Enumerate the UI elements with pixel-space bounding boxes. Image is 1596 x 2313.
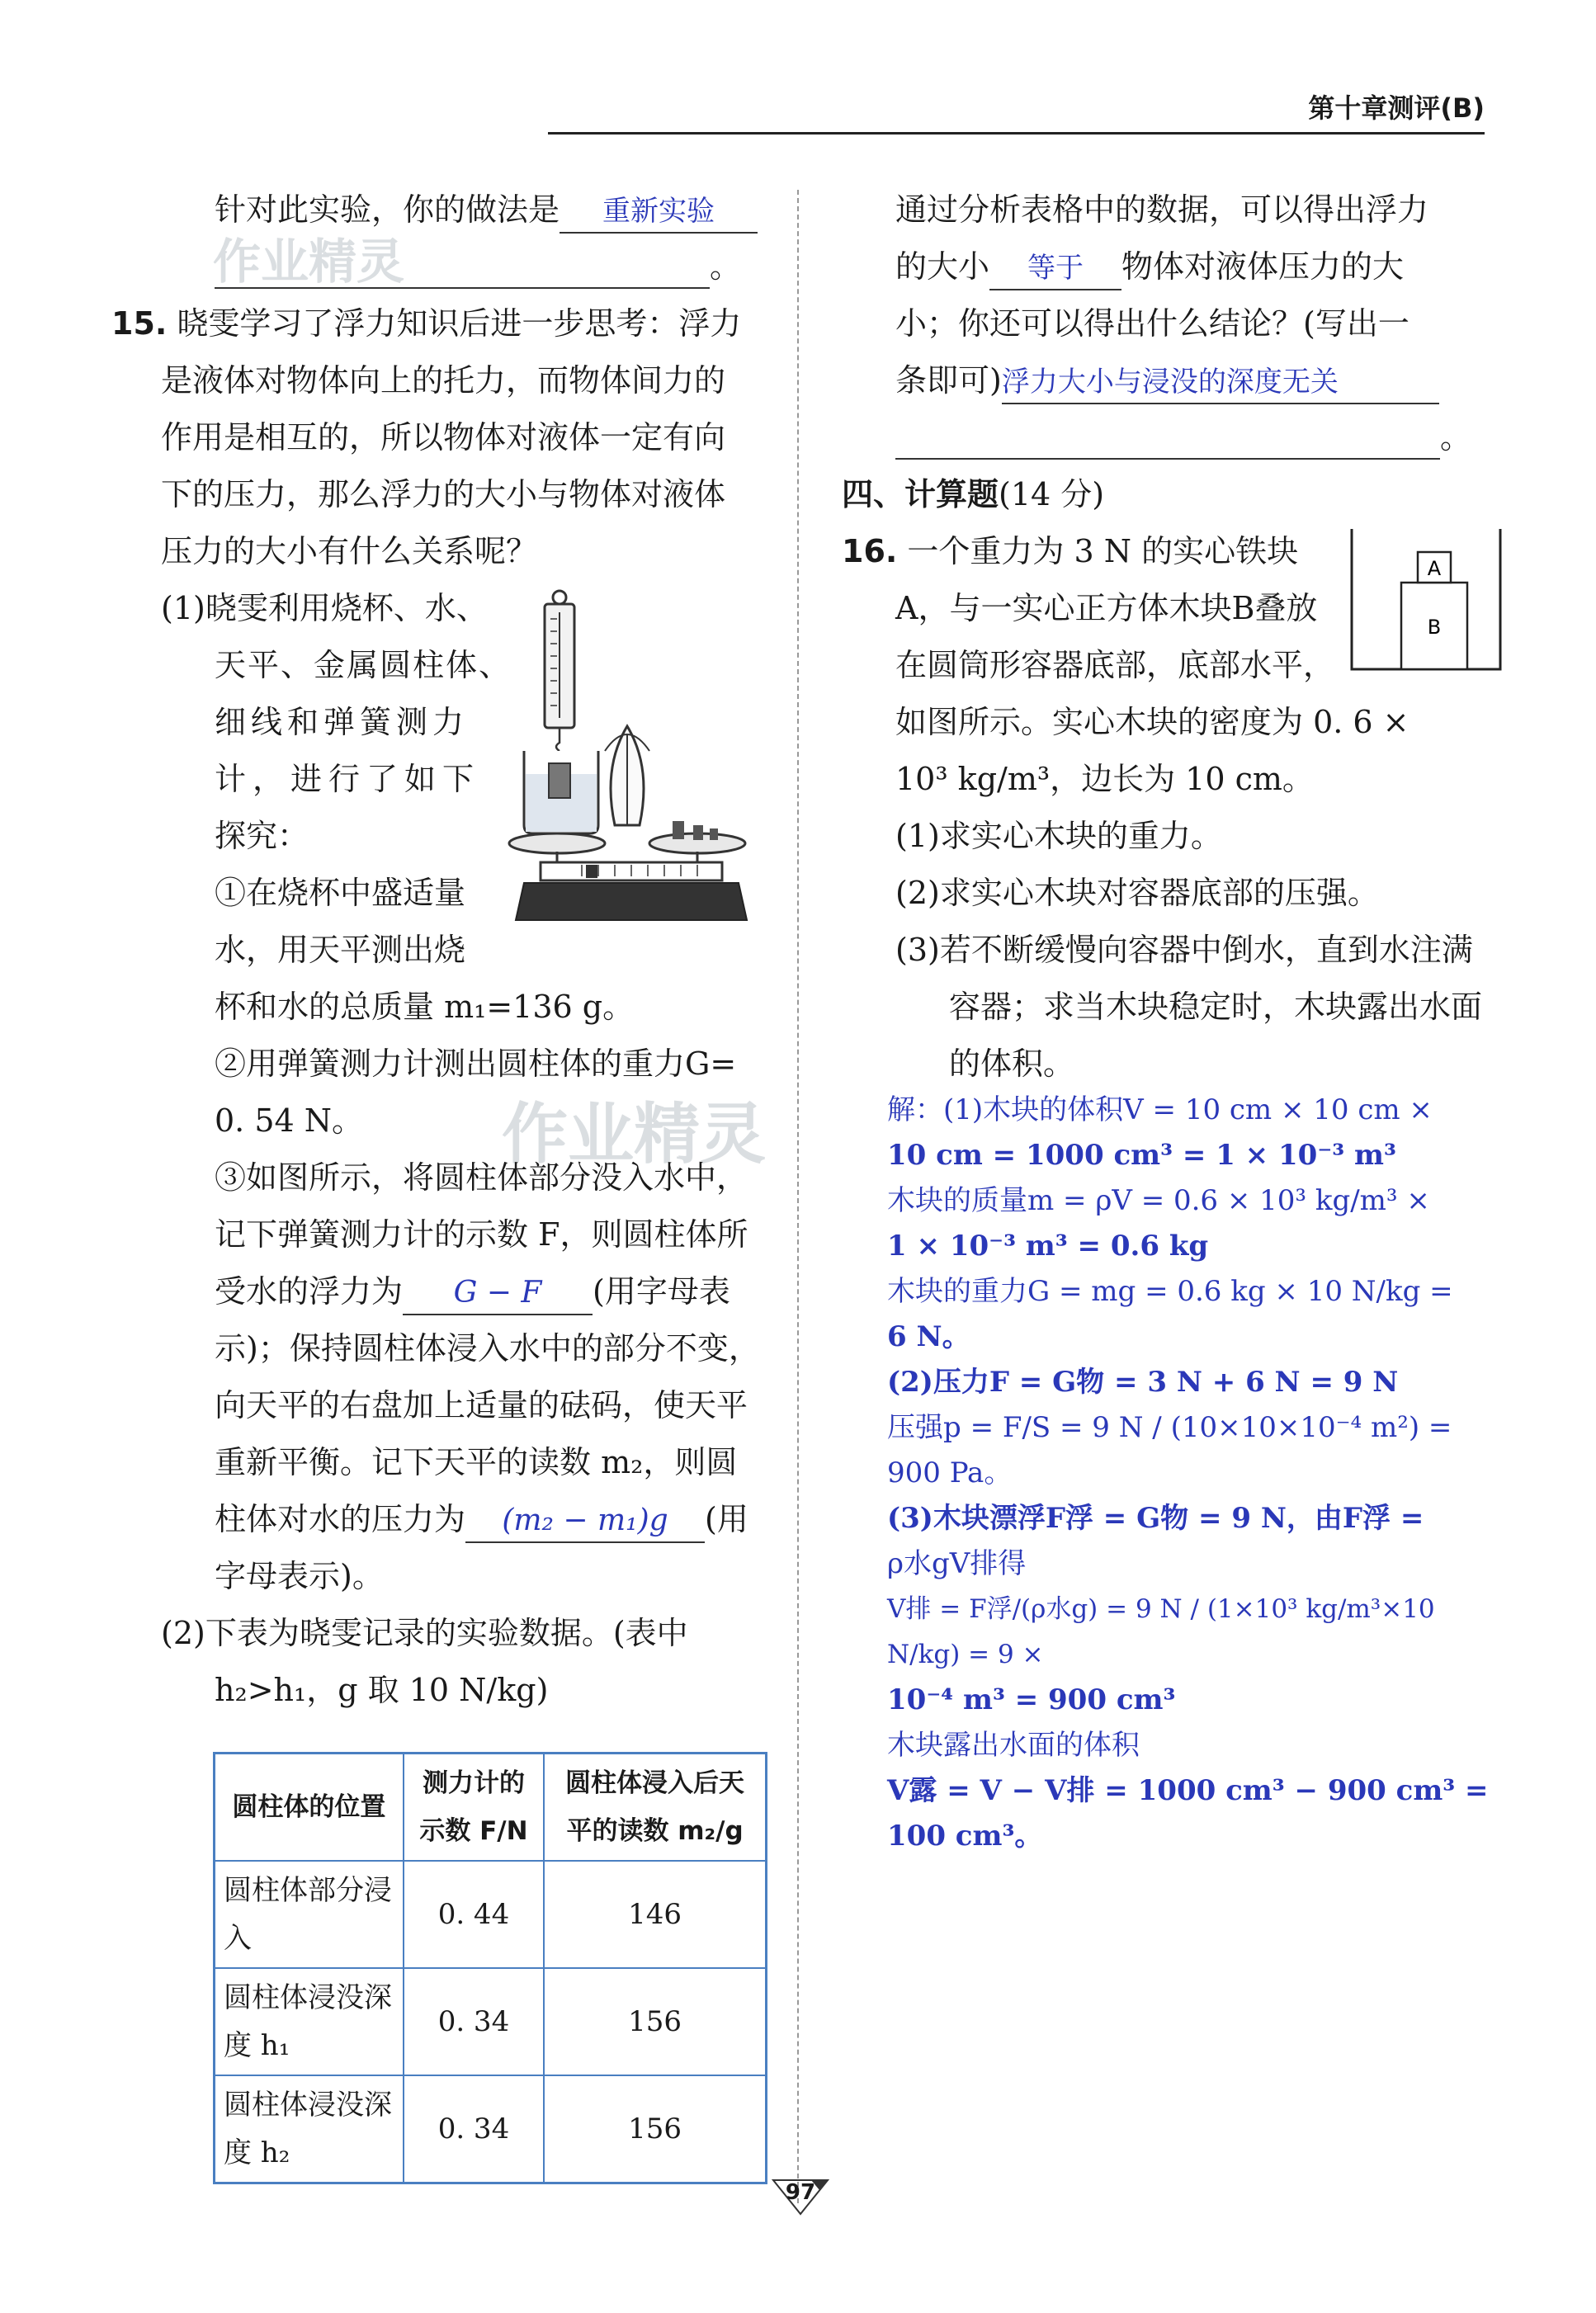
part-text: ①在烧杯中盛适量 (215, 875, 466, 911)
step-text: 字母表示)。 (215, 1558, 384, 1594)
table-header-row (215, 1754, 767, 1862)
table-cell: 156 (544, 1968, 766, 2075)
question-15-line (111, 295, 772, 352)
solution-line: 6 N。 (887, 1320, 970, 1353)
table-cell: 圆柱体部分浸入 (215, 1861, 404, 1968)
table-cell: 0. 34 (404, 1968, 544, 2075)
question-text: 作用是相互的，所以物体对液体一定有向 (161, 419, 726, 456)
section-title: 四、计算题 (842, 476, 999, 512)
block-b-label: B (1427, 616, 1442, 639)
question-text: 下的压力，那么浮力的大小与物体对液体 (161, 476, 726, 512)
part-text: 天平、金属圆柱体、 (215, 647, 512, 683)
answer-blank[interactable] (1002, 360, 1439, 404)
part-text: h₂>h₁，g 取 10 N/kg) (215, 1672, 549, 1708)
question-text: 在圆筒形容器底部，底部水平， (895, 647, 1335, 683)
question-text: 压力的大小有什么关系呢？ (161, 533, 538, 569)
solution-line: 1 × 10⁻³ m³ = 0.6 kg (887, 1230, 1209, 1263)
block-a-label: A (1427, 557, 1442, 580)
solution-line: 木块露出水面的体积 (887, 1729, 1140, 1762)
solution-line: 压强p = F/S = 9 N / (10×10×10⁻⁴ m²) = 900 Pa。 (887, 1411, 1452, 1489)
part-text: 的体积。 (949, 1046, 1075, 1082)
solution-line: V露 = V − V排 = 1000 cm³ − 900 cm³ = (887, 1774, 1489, 1807)
answer-text: G − F (453, 1276, 542, 1310)
part-text: 细线和弹簧测力 (215, 704, 470, 740)
section-heading (842, 466, 1502, 523)
solution-line: (2)压力F = G物 = 3 N + 6 N = 9 N (887, 1366, 1399, 1399)
question-text: 一个重力为 3 N 的实心铁块 (907, 533, 1299, 569)
answer-blank[interactable] (465, 1499, 705, 1543)
question-text: 受水的浮力为 (215, 1273, 404, 1310)
step-text: 重新平衡。记下天平的读数 m₂，则圆 (215, 1444, 738, 1480)
solution-line: 100 cm³。 (887, 1820, 1043, 1853)
solution-line: V排 = F浮/(ρ水g) = 9 N / (1×10³ kg/m³×10 N/kg) = 9 × (887, 1594, 1435, 1669)
answer-line (161, 182, 772, 238)
table-row (215, 1861, 767, 1968)
answer-line (161, 1263, 772, 1320)
question-text: (用 (705, 1501, 748, 1537)
table-header-cell: 圆柱体浸入后天平的读数 m₂/g (544, 1754, 766, 1862)
part-text: 水，用天平测出烧 (215, 932, 466, 968)
question-text: 晓雯学习了浮力知识后进一步思考：浮力 (177, 305, 742, 342)
question-number: 15. (111, 305, 168, 342)
step-text: 示)；保持圆柱体浸入水中的部分不变， (215, 1330, 760, 1367)
table-cell: 0. 34 (404, 2075, 544, 2183)
table-row (215, 2075, 767, 2183)
question-text: 小；你还可以得出什么结论？(写出一 (895, 305, 1409, 342)
answer-line (842, 352, 1502, 409)
answer-blank[interactable] (989, 246, 1121, 290)
part-text: (1)求实心木块的重力。 (895, 818, 1222, 854)
question-text: (用字母表 (593, 1273, 730, 1310)
question-text: 如图所示。实心木块的密度为 0. 6 × (895, 704, 1409, 740)
question-text: 柱体对水的压力为 (215, 1501, 466, 1537)
step-text: 向天平的右盘加上适量的砝码，使天平 (215, 1387, 748, 1423)
step-text: ②用弹簧测力计测出圆柱体的重力G= (215, 1046, 737, 1082)
part-text: 计，进行了如下 (215, 761, 481, 797)
table-cell: 0. 44 (404, 1861, 544, 1968)
table-header-cell: 测力计的示数 F/N (404, 1754, 544, 1862)
page-number (772, 2178, 829, 2216)
solution-block (887, 1088, 1514, 1859)
solution-line: 解：(1)木块的体积V = 10 cm × 10 cm × (887, 1093, 1433, 1126)
step-text: ③如图所示，将圆柱体部分没入水中， (215, 1159, 748, 1196)
question-number: 16. (842, 533, 898, 569)
table-cell: 146 (544, 1861, 766, 1968)
table-header-cell: 圆柱体的位置 (215, 1754, 404, 1862)
page-header (548, 83, 1485, 135)
question-text: 通过分析表格中的数据，可以得出浮力 (895, 191, 1429, 228)
solution-line: 10 cm = 1000 cm³ = 1 × 10⁻³ m³ (887, 1139, 1396, 1172)
page-number-text: 97 (785, 2180, 816, 2205)
part-text: (2)下表为晓雯记录的实验数据。(表中 (161, 1615, 688, 1651)
section-score: (14 分) (999, 476, 1105, 512)
column-divider (797, 190, 799, 2203)
table-row (215, 1968, 767, 2075)
watermark: 作业精灵 (213, 234, 405, 290)
solution-line: (3)木块漂浮F浮 = G物 = 9 N，由F浮 = (887, 1502, 1424, 1535)
data-table (213, 1752, 767, 2184)
part-text: 容器；求当木块稳定时，木块露出水面 (949, 989, 1483, 1025)
balance-scale-figure (508, 586, 755, 932)
answer-blank[interactable] (895, 417, 1440, 460)
question-text: 物体对液体压力的大 (1121, 248, 1405, 285)
part-text: (2)求实心木块对容器底部的压强。 (895, 875, 1379, 911)
chapter-title: 第十章测评(B) (1308, 92, 1485, 124)
answer-text: 浮力大小与浸没的深度无关 (1001, 366, 1339, 399)
punct: 。 (1440, 419, 1472, 456)
table-cell: 156 (544, 2075, 766, 2183)
answer-blank[interactable] (215, 246, 710, 289)
question-text: 针对此实验，你的做法是 (215, 191, 560, 228)
table-cell: 圆柱体浸没深度 h₁ (215, 1968, 404, 2075)
question-text: 条即可) (895, 362, 1002, 399)
solution-line: 木块的质量m = ρV = 0.6 × 10³ kg/m³ × (887, 1184, 1430, 1217)
step-text: 记下弹簧测力计的示数 F，则圆柱体所 (215, 1216, 748, 1253)
solution-line: 10⁻⁴ m³ = 900 cm³ (887, 1683, 1176, 1716)
container-blocks-figure (1343, 525, 1509, 673)
question-text: 10³ kg/m³，边长为 10 cm。 (895, 761, 1314, 797)
part-text: (3)若不断缓慢向容器中倒水，直到水注满 (895, 932, 1473, 968)
step-text: 0. 54 N。 (215, 1102, 364, 1139)
answer-blank[interactable] (403, 1271, 593, 1315)
punct: 。 (710, 248, 742, 285)
answer-text: (m₂ − m₁)g (502, 1503, 668, 1537)
question-text: 的大小 (895, 248, 990, 285)
question-text: 是液体对物体向上的托力，而物体间力的 (161, 362, 726, 399)
answer-line (842, 238, 1502, 295)
question-text: A，与一实心正方体木块B叠放 (895, 590, 1318, 626)
answer-line (161, 238, 772, 295)
answer-line (842, 409, 1502, 466)
table-cell: 圆柱体浸没深度 h₂ (215, 2075, 404, 2183)
part-text: 探究： (215, 818, 309, 854)
answer-line (161, 1491, 772, 1548)
part-text: 杯和水的总质量 m₁=136 g。 (215, 989, 635, 1025)
part-text: (1)晓雯利用烧杯、水、 (161, 590, 488, 626)
watermark: 作业精灵 (502, 1096, 766, 1173)
solution-line: ρ水gV排得 (887, 1547, 1027, 1580)
solution-line: 木块的重力G = mg = 0.6 kg × 10 N/kg = (887, 1275, 1453, 1308)
answer-blank[interactable] (560, 189, 758, 234)
answer-text: 重新实验 (602, 195, 715, 228)
answer-text: 等于 (1027, 252, 1084, 285)
left-column (111, 182, 772, 1719)
